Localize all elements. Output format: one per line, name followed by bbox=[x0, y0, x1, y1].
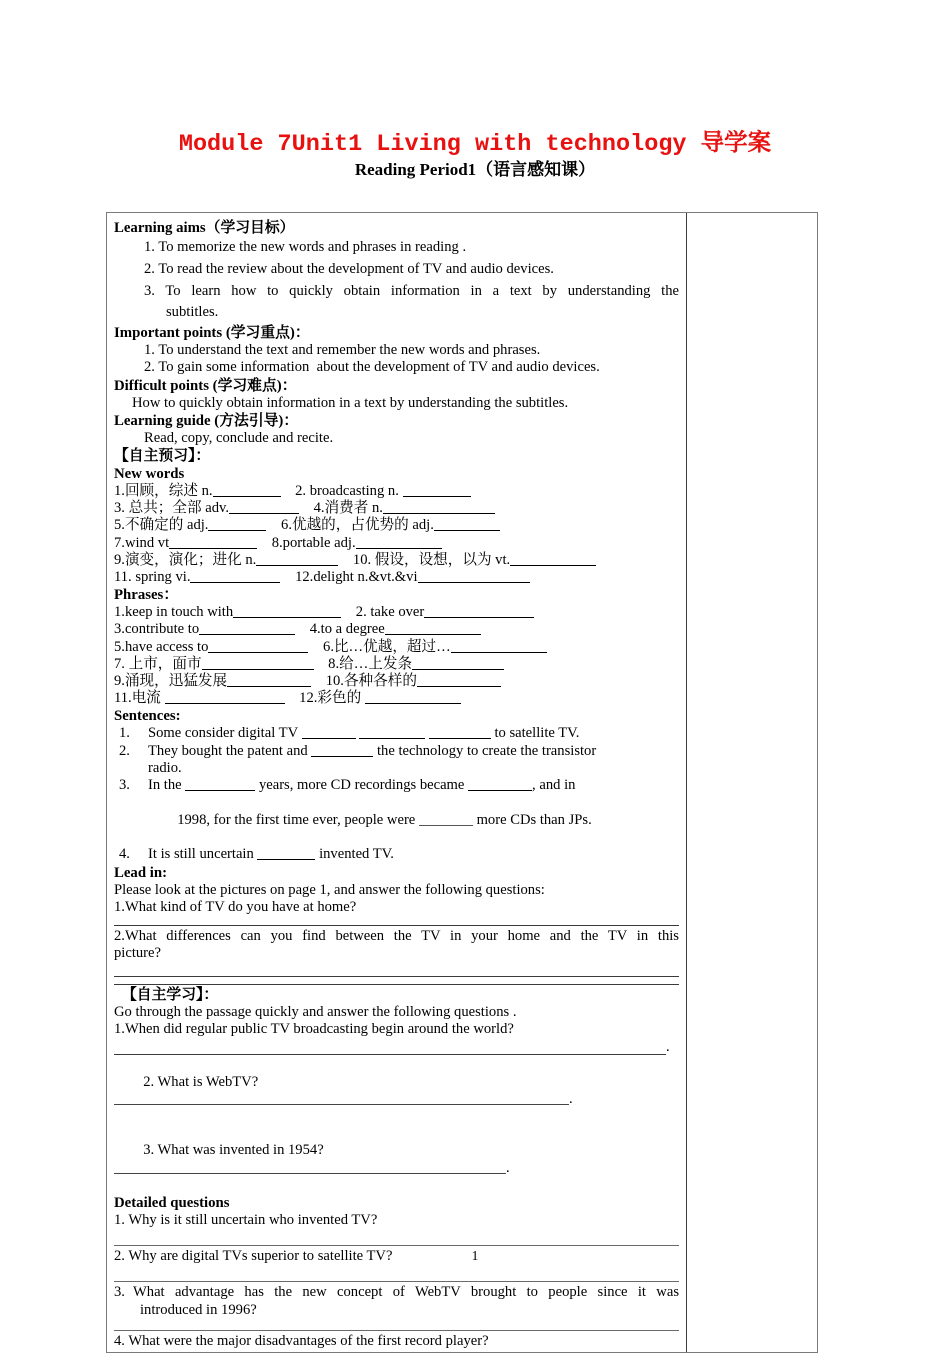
column-gap bbox=[338, 552, 353, 568]
detailed-question-3-line2: introduced in 1996? bbox=[140, 1301, 257, 1318]
sentence-1-part-1: Some consider digital TV bbox=[148, 725, 302, 742]
new-word-4-label: 4.消费者 n. bbox=[313, 500, 383, 517]
new-word-row bbox=[114, 483, 679, 500]
new-word-row bbox=[114, 500, 679, 517]
sentence-1-blank-2[interactable] bbox=[359, 725, 425, 739]
new-word-7-blank[interactable] bbox=[169, 535, 257, 549]
self-study-question-1: 1.When did regular public TV broadcasting begin around the world? bbox=[114, 1020, 514, 1037]
sentence-2-line1-post: the technology to create the transistor bbox=[373, 742, 597, 759]
self-study-question-3 bbox=[114, 1125, 679, 1194]
sentence-4-blank[interactable] bbox=[257, 846, 315, 860]
learning-aims-item-3-cont: subtitles. bbox=[166, 304, 219, 321]
column-gap bbox=[266, 517, 281, 533]
sentence-3-line1-post: , and in bbox=[532, 777, 576, 794]
phrase-2-blank[interactable] bbox=[424, 604, 534, 618]
detailed-question-3-line1: What advantage has the new concept of WebTV brought to people since it was bbox=[133, 1284, 679, 1301]
sentence-3-line1-mid: years, more CD recordings became bbox=[255, 777, 469, 794]
sentences-heading: Sentences: bbox=[114, 708, 181, 725]
self-study-q2-tail: . bbox=[569, 1090, 573, 1107]
lead-in-question-2-line2: picture? bbox=[114, 945, 161, 962]
phrase-12-blank[interactable] bbox=[365, 690, 461, 704]
sentence-4-post: invented TV. bbox=[315, 846, 394, 863]
detailed-answer-line-3[interactable] bbox=[114, 1330, 679, 1331]
sentence-2-line2: radio. bbox=[148, 760, 182, 777]
page-number: 1 bbox=[471, 1248, 479, 1263]
new-word-1-label: 1.回顾，综述 n. bbox=[114, 483, 213, 499]
column-gap bbox=[280, 569, 295, 585]
learning-aims-heading: Learning aims（学习目标） bbox=[114, 220, 295, 236]
self-study-q3-label: 3. What was invented in 1954? bbox=[143, 1142, 328, 1159]
phrase-4-blank[interactable] bbox=[385, 621, 481, 635]
detailed-question-2: 2. Why are digital TVs superior to satellite TV? bbox=[114, 1248, 393, 1265]
detailed-question-1: 1. Why is it still uncertain who invented TV? bbox=[114, 1211, 378, 1228]
sentence-3-line2-post: more CDs than JPs. bbox=[472, 812, 592, 829]
new-word-8-label: 8.portable adj. bbox=[271, 534, 356, 551]
new-word-3-label: 3. 总共；全部 adv. bbox=[114, 500, 229, 517]
new-word-6-label: 6.优越的，占优势的 adj. bbox=[281, 517, 434, 534]
detailed-question-3 bbox=[114, 1284, 679, 1301]
column-gap bbox=[314, 656, 329, 672]
sentence-item-1 bbox=[114, 725, 679, 742]
column-gap bbox=[299, 500, 314, 516]
sentence-1-blank-3[interactable] bbox=[429, 725, 491, 739]
new-word-11-label: 11. spring vi. bbox=[114, 569, 191, 586]
column-gap bbox=[281, 483, 296, 499]
phrase-7-blank[interactable] bbox=[202, 656, 314, 670]
sentence-3-line1-pre: In the bbox=[148, 777, 186, 794]
new-word-row bbox=[114, 517, 679, 534]
phrase-10-label: 10.各种各样的 bbox=[325, 673, 417, 690]
phrase-9-label: 9.涌现，迅猛发展 bbox=[114, 673, 228, 690]
new-word-6-blank[interactable] bbox=[434, 517, 500, 531]
lead-in-question-2-line1: 2.What differences can you find between the TV in your home and the TV in this bbox=[114, 928, 679, 945]
new-word-5-label: 5.不确定的 adj. bbox=[114, 517, 209, 534]
new-word-row bbox=[114, 535, 679, 552]
new-word-12-label: 12.delight n.&vt.&vi bbox=[295, 569, 418, 586]
phrase-row bbox=[114, 673, 679, 690]
phrase-5-blank[interactable] bbox=[208, 639, 308, 653]
self-study-instruction: Go through the passage quickly and answer the following questions . bbox=[114, 1003, 517, 1020]
difficult-points-text: How to quickly obtain information in a text by understanding the subtitles. bbox=[132, 394, 569, 411]
sentence-2-line1-pre: They bought the patent and bbox=[148, 742, 312, 759]
new-word-10-label: 10. 假设，设想，以为 vt. bbox=[352, 551, 511, 568]
new-word-4-blank[interactable] bbox=[383, 500, 495, 514]
important-points-item-2: 2. To gain some information about the development of TV and audio devices. bbox=[144, 359, 600, 376]
detailed-answer-line-2[interactable] bbox=[114, 1281, 679, 1282]
lead-in-heading: Lead in: bbox=[114, 864, 168, 881]
sentence-4-number: 4. bbox=[119, 846, 130, 863]
phrase-8-blank[interactable] bbox=[412, 656, 504, 670]
new-word-7-label: 7.wind vt bbox=[114, 534, 170, 551]
phrase-1-blank[interactable] bbox=[233, 604, 341, 618]
phrase-11-blank[interactable] bbox=[165, 690, 285, 704]
column-gap bbox=[308, 639, 323, 655]
self-study-question-2 bbox=[114, 1056, 679, 1125]
phrase-2-label: 2. take over bbox=[355, 604, 425, 621]
learning-aims-item-2: 2. To read the review about the development of TV and audio devices. bbox=[144, 260, 554, 277]
new-words-list bbox=[114, 483, 679, 586]
lead-in-instruction: Please look at the pictures on page 1, and answer the following questions: bbox=[114, 881, 545, 898]
sentence-3-line2 bbox=[114, 795, 679, 847]
new-words-heading: New words bbox=[114, 466, 185, 482]
new-word-9-blank[interactable] bbox=[256, 552, 338, 566]
column-gap bbox=[285, 690, 300, 706]
sentence-2-blank[interactable] bbox=[311, 743, 373, 757]
self-preview-heading: 【自主预习】： bbox=[114, 448, 211, 464]
sentence-1-part-4: to satellite TV. bbox=[490, 725, 580, 742]
self-study-q1-tail: . bbox=[666, 1039, 670, 1056]
phrase-4-label: 4.to a degree bbox=[309, 621, 385, 638]
lead-in-answer-line-2a[interactable] bbox=[114, 976, 679, 977]
phrase-11-label: 11.电流 bbox=[114, 690, 165, 707]
new-word-row bbox=[114, 569, 679, 586]
new-word-2-label: 2. broadcasting n. bbox=[295, 483, 403, 499]
learning-aims-item-1: 1. To memorize the new words and phrases in reading . bbox=[144, 239, 467, 255]
column-gap bbox=[257, 535, 272, 551]
phrase-3-blank[interactable] bbox=[199, 621, 295, 635]
new-word-12-blank[interactable] bbox=[418, 569, 530, 583]
lead-in-answer-line-1[interactable] bbox=[114, 925, 679, 926]
phrase-1-label: 1.keep in touch with bbox=[114, 604, 234, 621]
column-gap bbox=[311, 673, 326, 689]
detailed-question-3-number: 3. bbox=[114, 1284, 125, 1301]
new-word-row bbox=[114, 552, 679, 569]
sentence-item-2 bbox=[114, 743, 679, 760]
worksheet-table bbox=[106, 212, 818, 1353]
new-word-1-blank[interactable] bbox=[213, 483, 281, 497]
detailed-question-4: 4. What were the major disadvantages of the first record player? bbox=[114, 1332, 489, 1349]
new-word-5-blank[interactable] bbox=[208, 517, 266, 531]
learning-guide-heading: Learning guide (方法引导)： bbox=[114, 412, 299, 429]
column-gap bbox=[341, 604, 356, 620]
phrases-heading: Phrases： bbox=[114, 587, 179, 604]
column-gap bbox=[295, 621, 310, 637]
important-points-item-1: 1. To understand the text and remember the new words and phrases. bbox=[144, 342, 541, 359]
new-word-3-blank[interactable] bbox=[229, 500, 299, 514]
new-word-2-blank[interactable] bbox=[403, 483, 471, 497]
phrase-7-label: 7. 上市，面市 bbox=[114, 655, 202, 672]
self-study-answer-line-1[interactable] bbox=[114, 1054, 666, 1055]
sentence-2-number: 2. bbox=[119, 742, 130, 759]
learning-aims-item-3: 3. To learn how to quickly obtain information in a text by understanding the bbox=[144, 282, 679, 299]
lead-in-answer-line-2b[interactable] bbox=[114, 984, 679, 985]
phrase-row bbox=[114, 690, 679, 707]
new-word-9-label: 9.演变，演化；进化 n. bbox=[114, 551, 257, 568]
self-study-q2-blank[interactable] bbox=[114, 1092, 569, 1105]
sentence-3-blank-1[interactable] bbox=[185, 777, 255, 791]
sentence-3-number: 3. bbox=[119, 777, 130, 794]
phrase-10-blank[interactable] bbox=[417, 673, 501, 687]
lead-in-question-1: 1.What kind of TV do you have at home? bbox=[114, 899, 357, 916]
sentence-item-4 bbox=[114, 846, 679, 863]
phrase-8-label: 8.给…上发条 bbox=[328, 655, 413, 672]
self-study-heading: 【自主学习】： bbox=[122, 986, 219, 1003]
phrase-row bbox=[114, 656, 679, 673]
sentence-3-line2-pre: 1998, for the first time ever, people were bbox=[177, 812, 419, 829]
difficult-points-heading: Difficult points (学习难点)： bbox=[114, 377, 297, 394]
phrase-row bbox=[114, 621, 679, 638]
phrase-row bbox=[114, 639, 679, 656]
detailed-questions-heading: Detailed questions bbox=[114, 1194, 230, 1211]
self-study-q3-blank[interactable] bbox=[114, 1161, 506, 1174]
sentence-3-blank-2[interactable] bbox=[468, 777, 532, 791]
sentence-4-pre: It is still uncertain bbox=[148, 846, 258, 863]
page-title: Module 7Unit1 Living with technology 导学案 bbox=[178, 131, 772, 158]
new-word-8-blank[interactable] bbox=[356, 535, 442, 549]
phrase-3-label: 3.contribute to bbox=[114, 621, 200, 638]
new-word-11-blank[interactable] bbox=[190, 569, 280, 583]
new-word-10-blank[interactable] bbox=[510, 552, 596, 566]
page-subtitle: Reading Period1（语言感知课） bbox=[354, 160, 596, 179]
self-study-answer-line-1-wrap bbox=[114, 1038, 679, 1056]
self-study-q2-label: 2. What is WebTV? bbox=[143, 1073, 262, 1090]
sentence-3-blank-3[interactable] bbox=[419, 812, 473, 826]
phrase-6-blank[interactable] bbox=[451, 639, 547, 653]
learning-guide-text: Read, copy, conclude and recite. bbox=[144, 429, 334, 446]
worksheet-content-cell bbox=[107, 213, 687, 1352]
worksheet-notes-cell[interactable] bbox=[687, 213, 817, 1352]
phrase-row bbox=[114, 604, 679, 621]
phrase-12-label: 12.彩色的 bbox=[299, 690, 365, 707]
phrase-6-label: 6.比…优越，超过… bbox=[323, 638, 451, 655]
detailed-answer-line-1[interactable] bbox=[114, 1245, 679, 1246]
sentence-1-blank-1[interactable] bbox=[302, 725, 356, 739]
sentence-item-3 bbox=[114, 777, 679, 794]
important-points-heading: Important points (学习重点)： bbox=[114, 325, 310, 342]
self-study-q3-tail: . bbox=[506, 1159, 510, 1176]
sentence-1-number: 1. bbox=[119, 725, 130, 742]
phrase-9-blank[interactable] bbox=[227, 673, 311, 687]
phrase-5-label: 5.have access to bbox=[114, 638, 209, 655]
phrases-list bbox=[114, 604, 679, 707]
